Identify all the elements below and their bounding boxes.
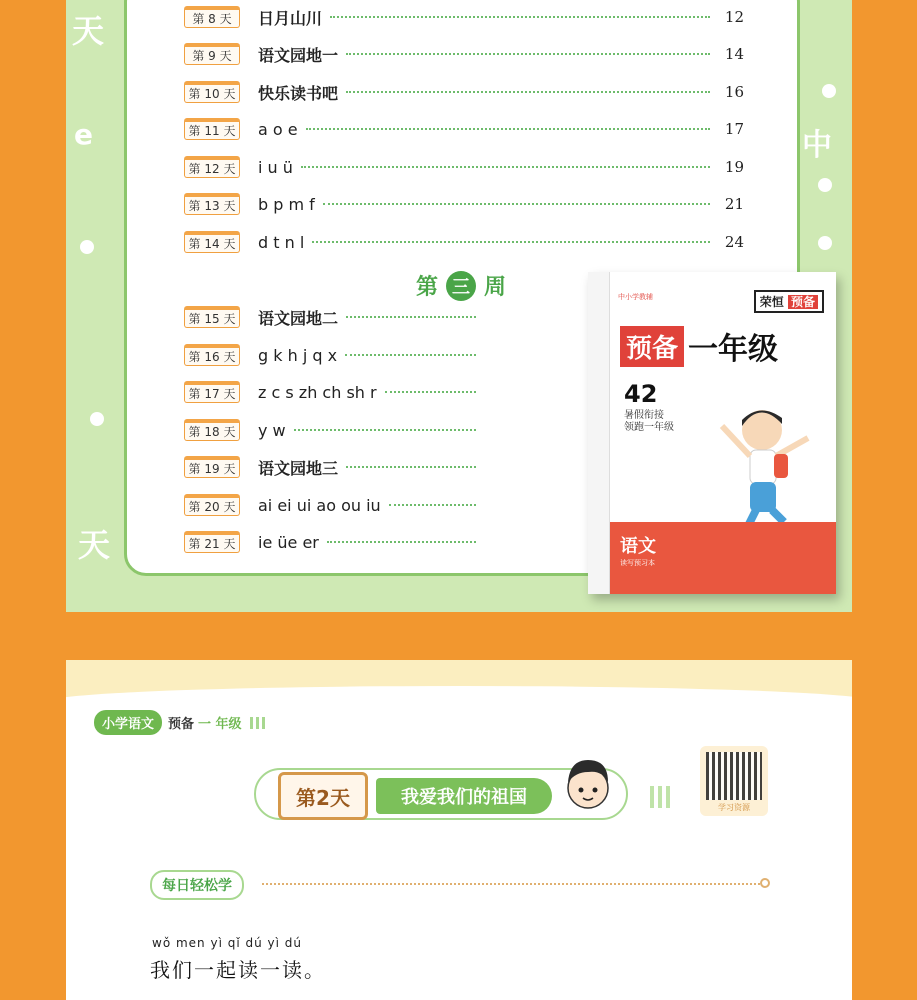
toc-leader: [389, 504, 476, 506]
toc-leader: [327, 541, 476, 543]
toc-leader: [385, 391, 476, 393]
book-title: [620, 324, 778, 368]
toc-page-number: 21: [724, 195, 744, 213]
toc-title: i u ü: [258, 157, 293, 177]
day-tag: 第 9 天: [184, 43, 240, 65]
qr-code-box[interactable]: [700, 746, 768, 816]
toc-page-number: 16: [724, 83, 744, 101]
toc-title: z c s zh ch sh r: [258, 382, 377, 402]
toc-leader: [306, 128, 710, 130]
toc-row: [184, 154, 744, 180]
decor-dot: [822, 84, 836, 98]
toc-page-number: 17: [724, 120, 744, 138]
header-text: 预备: [168, 717, 195, 732]
toc-leader: [323, 203, 710, 205]
decor-letter: 天: [72, 12, 105, 50]
decor-dot: [818, 178, 832, 192]
toc-leader: [330, 16, 710, 18]
book-title-red: 预备: [620, 326, 684, 367]
decor-dot: [818, 236, 832, 250]
lesson-title: 我爱我们的祖国: [376, 778, 552, 814]
book-publisher: 中小学教辅: [618, 293, 653, 301]
sentence-line: 我们一起读一读。: [150, 958, 326, 982]
toc-row: [184, 191, 744, 217]
toc-title: 日月山川: [258, 8, 323, 28]
book-footer: [610, 522, 836, 594]
week-heading: [416, 270, 506, 301]
toc-page-number: 12: [724, 8, 744, 26]
qr-label: 学习资源: [718, 803, 750, 812]
toc-leader: [346, 466, 476, 468]
toc-leader: [346, 53, 710, 55]
toc-row: [184, 454, 484, 480]
toc-row: [184, 304, 484, 330]
section-tag: 每日轻松学: [150, 870, 244, 900]
toc-title: ai ei ui ao ou iu: [258, 495, 381, 515]
banner-bars: [650, 786, 670, 808]
subject-pill: 小学语文: [94, 710, 162, 735]
day-tag: 第 16 天: [184, 344, 240, 366]
book-spine: [588, 272, 610, 594]
toc-title: 语文园地一: [258, 45, 339, 65]
book-title-black: 一年级: [688, 332, 779, 367]
toc-row: [184, 79, 744, 105]
toc-row: [184, 342, 484, 368]
header-grade: 一 年级: [198, 717, 242, 732]
toc-row: [184, 379, 484, 405]
pinyin-line: wǒ men yì qǐ dú yì dú: [152, 936, 302, 950]
toc-row: [184, 116, 744, 142]
day-tag: 第 10 天: [184, 81, 240, 103]
toc-row: [184, 529, 484, 555]
book-front: [610, 272, 836, 594]
decor-dot: [90, 412, 104, 426]
toc-title: y w: [258, 420, 286, 440]
book-cover-image: [588, 272, 836, 594]
book-brand-tag: 预备: [788, 295, 818, 309]
toc-row: [184, 4, 744, 30]
toc-leader: [294, 429, 476, 431]
toc-title: b p m f: [258, 194, 315, 214]
day-tag: 第 15 天: [184, 306, 240, 328]
toc-page-number: 24: [724, 233, 744, 251]
day-tag: 第 14 天: [184, 231, 240, 253]
week-prefix: 第: [416, 275, 439, 300]
toc-title: a o e: [258, 119, 298, 139]
day-tag: 第 21 天: [184, 531, 240, 553]
book-days: 42: [624, 380, 658, 408]
toc-leader: [301, 166, 710, 168]
toc-page-number: 19: [724, 158, 744, 176]
qr-code-icon[interactable]: [706, 752, 762, 800]
day-tag: 第 8 天: [184, 6, 240, 28]
toc-title: g k h j q x: [258, 345, 338, 365]
toc-page-number: 14: [724, 45, 744, 63]
section-divider-end: [760, 878, 770, 888]
toc-row: [184, 41, 744, 67]
day-tag: 第 20 天: [184, 494, 240, 516]
day-tag: 第 17 天: [184, 381, 240, 403]
book-subject: 语文: [620, 536, 656, 557]
toc-title: d t n l: [258, 232, 305, 252]
toc-row: [184, 417, 484, 443]
week-suffix: 周: [484, 275, 507, 300]
day-tag: 第 19 天: [184, 456, 240, 478]
toc-title: ie üe er: [258, 532, 319, 552]
section-divider: [262, 883, 760, 885]
book-brand: [754, 290, 824, 313]
book-brand-name: 荣恒: [759, 295, 784, 309]
header-bars: [250, 717, 265, 729]
lesson-header: [94, 710, 265, 735]
toc-row: [184, 492, 484, 518]
decor-letter: e: [74, 118, 93, 151]
decor-letter: 天: [78, 526, 111, 564]
day-tag: 第 13 天: [184, 193, 240, 215]
day-tag: 第 18 天: [184, 419, 240, 441]
decor-letter: 中: [802, 128, 832, 163]
boy-face-icon: [558, 752, 618, 816]
toc-leader: [312, 241, 710, 243]
day-tag: 第 11 天: [184, 118, 240, 140]
decor-dot: [80, 240, 94, 254]
toc-leader: [346, 316, 476, 318]
day-tag: 第 12 天: [184, 156, 240, 178]
boy-illustration: [700, 390, 820, 530]
week-number: 三: [446, 271, 476, 301]
book-foot-sub: 读写预习本: [620, 559, 655, 567]
toc-leader: [345, 354, 476, 356]
book-subtitle: 暑假衔接 领跑一年级: [624, 410, 674, 433]
day-badge: 第2天: [278, 772, 368, 820]
toc-leader: [346, 91, 710, 93]
toc-row: [184, 229, 744, 255]
toc-title: 语文园地二: [258, 308, 339, 328]
toc-title: 快乐读书吧: [258, 83, 339, 103]
toc-title: 语文园地三: [258, 458, 339, 478]
